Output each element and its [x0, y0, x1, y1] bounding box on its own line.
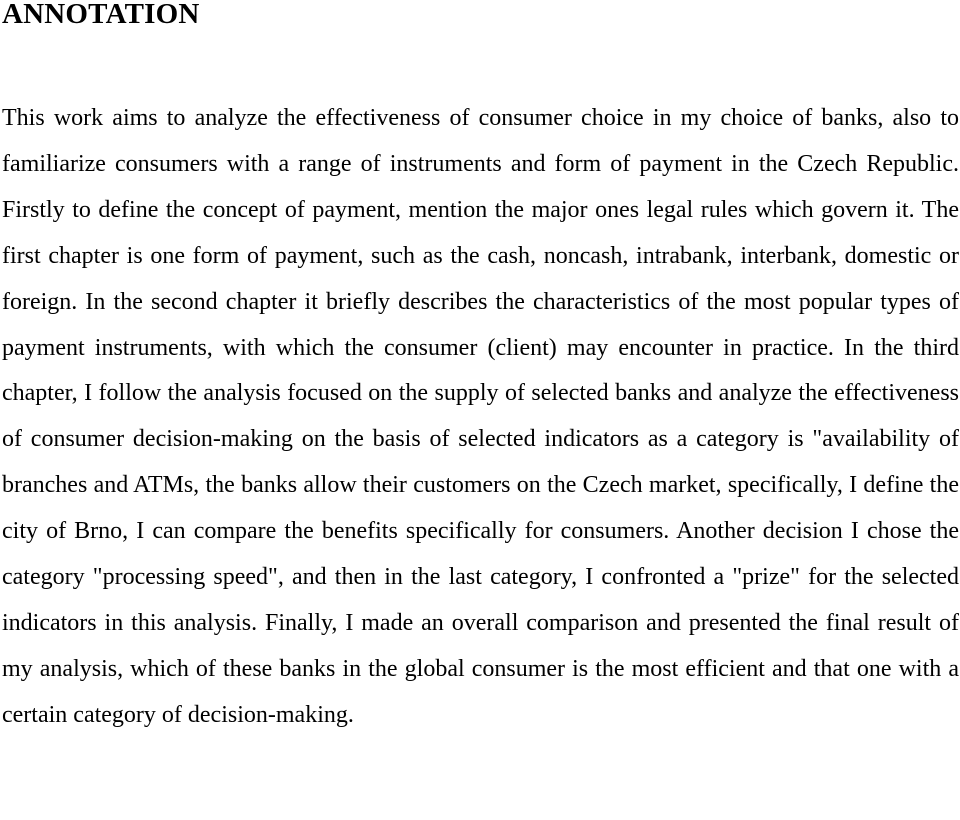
annotation-body-paragraph: This work aims to analyze the effectiveness of consumer choice in my choice of banks, also to familiarize consumers with a range of instruments and form of payment in the Czech Republic. Firstly to define the concept of payment, mention the major ones legal rules which govern it. The first chapter is one form of payment, such as the cash, noncash, intrabank, interbank, domestic or foreign. In the second chapter it briefly describes the characteristics of the most popular types of payment instruments, with which the consumer (client) may encounter in practice. In the third chapter, I follow the analysis focused on the supply of selected banks and analyze the effectiveness of consumer decision-making on the basis of selected indicators as a category is "availability of branches and ATMs, the banks allow their customers on the Czech market, specifically, I define the city of Brno, I can compare the benefits specifically for consumers. Another decision I chose the category "processing speed", and then in the last category, I confronted a "prize" for the selected indicators in this analysis. Finally, I made an overall comparison and presented the final result of my analysis, which of these banks in the global consumer is the most efficient and that one with a certain category of decision-making.	[2, 105, 959, 728]
annotation-heading: ANNOTATION	[2, 0, 200, 30]
